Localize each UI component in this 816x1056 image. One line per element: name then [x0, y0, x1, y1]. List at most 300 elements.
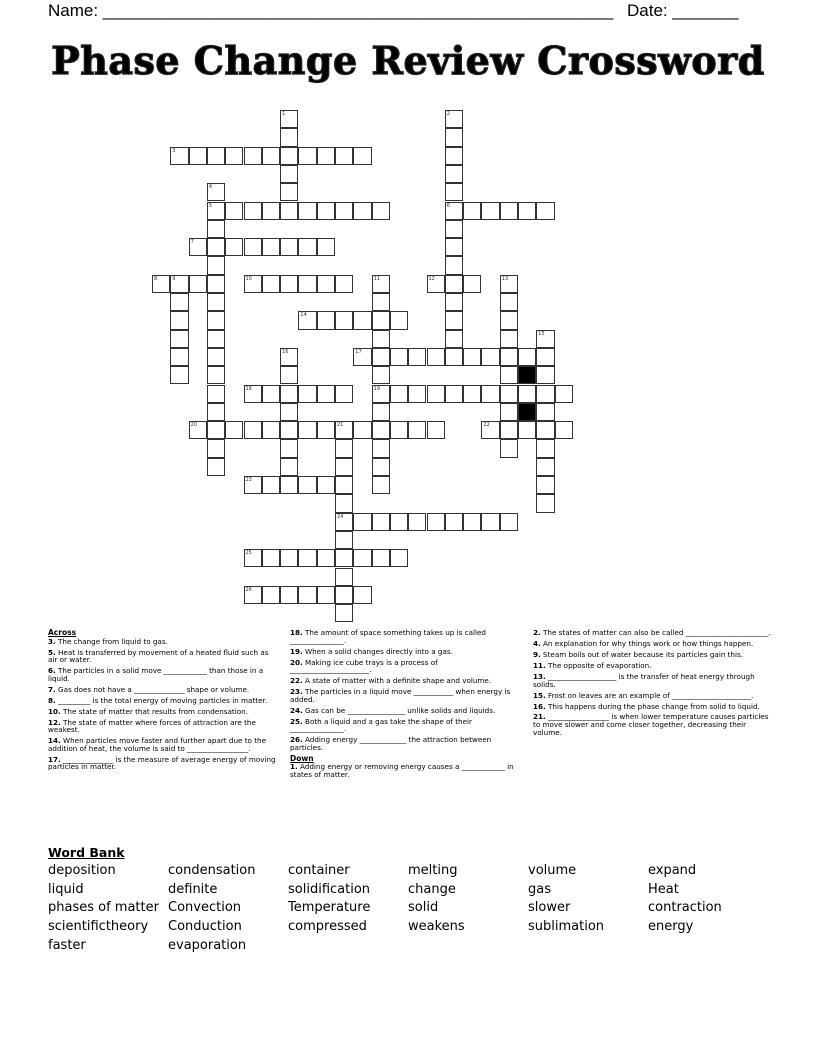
clue [48, 686, 278, 694]
grid-cell[interactable] [207, 458, 225, 476]
grid-cell[interactable] [335, 531, 353, 549]
word-bank-word: change [408, 881, 456, 897]
grid-cell[interactable] [262, 275, 280, 293]
grid-cell[interactable] [445, 165, 463, 183]
clue-text: The particles in a liquid move ___________ when energy is added. [290, 687, 511, 704]
grid-cell[interactable] [189, 147, 207, 165]
grid-cell[interactable] [445, 256, 463, 274]
grid-cell[interactable] [244, 586, 262, 604]
clue-text: ___________________ is the transfer of heat energy through solids. [533, 671, 755, 689]
grid-cell[interactable] [445, 128, 463, 146]
grid-cell[interactable] [335, 513, 353, 531]
clue-text: The state of matter where forces of attraction are the weakest. [48, 717, 256, 735]
clue-number: 8. [48, 695, 56, 705]
grid-cell[interactable] [463, 385, 481, 403]
grid-cell[interactable] [170, 293, 188, 311]
clue [48, 697, 278, 705]
clue [533, 703, 773, 711]
clue-number: 17. [48, 754, 61, 764]
grid-cell[interactable] [317, 202, 335, 220]
grid-cell[interactable] [335, 458, 353, 476]
grid-cell[interactable] [408, 348, 426, 366]
grid-cell[interactable] [170, 147, 188, 165]
grid-cell[interactable] [280, 458, 298, 476]
grid-cell[interactable] [481, 421, 499, 439]
grid-cell[interactable] [244, 476, 262, 494]
word-bank-word: gas [528, 881, 551, 897]
grid-cell[interactable] [536, 494, 554, 512]
clue-text: Both a liquid and a gas take the shape of their _______________. [290, 716, 472, 734]
grid-cell[interactable] [262, 202, 280, 220]
clue-text: The state of matter that results from condensation. [60, 706, 248, 716]
grid-cell[interactable] [445, 238, 463, 256]
grid-cell[interactable] [372, 275, 390, 293]
grid-cell[interactable] [372, 439, 390, 457]
grid-cell[interactable] [372, 403, 390, 421]
grid-cell[interactable] [280, 439, 298, 457]
down-heading: Down [290, 753, 314, 763]
grid-cell[interactable] [317, 311, 335, 329]
grid-cell[interactable] [390, 513, 408, 531]
clue-number: 20. [290, 657, 303, 667]
grid-cell[interactable] [207, 293, 225, 311]
grid-cell[interactable] [317, 476, 335, 494]
grid-cell[interactable] [207, 311, 225, 329]
grid-cell[interactable] [536, 348, 554, 366]
grid-cell[interactable] [427, 385, 445, 403]
grid-cell[interactable] [372, 385, 390, 403]
grid-cell[interactable] [335, 494, 353, 512]
grid-cell[interactable] [244, 275, 262, 293]
grid-cell[interactable] [225, 202, 243, 220]
clue-number: 3 [172, 147, 176, 154]
clue-number: 11 [373, 275, 380, 282]
grid-cell[interactable] [170, 330, 188, 348]
grid-cell[interactable] [335, 604, 353, 622]
title-text: Phase Change Review Crossword [51, 38, 765, 83]
grid-cell[interactable] [207, 385, 225, 403]
grid-cell[interactable] [262, 549, 280, 567]
grid-cell[interactable] [280, 165, 298, 183]
grid-cell[interactable] [445, 348, 463, 366]
clue [48, 719, 278, 734]
grid-cell[interactable] [518, 385, 536, 403]
clue-number: 22. [290, 676, 303, 686]
grid-cell[interactable] [207, 220, 225, 238]
grid-cell[interactable] [372, 366, 390, 384]
clue [48, 649, 278, 664]
grid-cell[interactable] [518, 421, 536, 439]
grid-cell[interactable] [225, 421, 243, 439]
word-bank-word: solid [408, 900, 439, 916]
grid-cell[interactable] [500, 421, 518, 439]
clue-number: 11. [533, 660, 546, 670]
word-bank-column [168, 862, 255, 956]
grid-cell[interactable] [207, 330, 225, 348]
clue-number: 26. [290, 735, 303, 745]
grid-cell[interactable] [335, 476, 353, 494]
grid-cell[interactable] [353, 421, 371, 439]
grid-cell[interactable] [500, 202, 518, 220]
grid-cell[interactable] [372, 513, 390, 531]
grid-cell[interactable] [244, 549, 262, 567]
grid-cell[interactable] [427, 421, 445, 439]
grid-cell[interactable] [335, 275, 353, 293]
clue-number: 5. [48, 647, 56, 657]
clue-number: 26 [245, 586, 252, 593]
down-clues-list-cont [533, 629, 773, 736]
grid-cell[interactable] [317, 147, 335, 165]
grid-cell[interactable] [445, 220, 463, 238]
grid-cell[interactable] [500, 275, 518, 293]
clue-number: 18. [290, 628, 303, 637]
grid-cell[interactable] [463, 348, 481, 366]
grid-cell[interactable] [463, 513, 481, 531]
word-bank-word: faster [48, 937, 86, 953]
clue-number: 6 [446, 202, 450, 209]
clue-number: 14. [48, 736, 61, 746]
clue-text: Making ice cube trays is a process of ______________________. [290, 657, 438, 675]
grid-cell[interactable] [244, 147, 262, 165]
grid-cell[interactable] [280, 147, 298, 165]
clue-number: 18 [245, 385, 252, 392]
grid-cell[interactable] [536, 330, 554, 348]
grid-cell[interactable] [390, 421, 408, 439]
clue-text: Steam boils out of water because its particles gain this. [540, 649, 744, 659]
grid-cell[interactable] [500, 439, 518, 457]
clue-number: 2. [533, 628, 541, 637]
date-field[interactable]: Date: _______ [627, 1, 739, 20]
grid-cell[interactable] [244, 238, 262, 256]
grid-cell[interactable] [353, 549, 371, 567]
grid-cell[interactable] [408, 513, 426, 531]
grid-cell[interactable] [280, 549, 298, 567]
clue [533, 692, 773, 700]
clue-number: 6. [48, 666, 56, 676]
clue-text: ______________ is the measure of average energy of moving particles in matter. [48, 754, 276, 772]
grid-cell[interactable] [207, 256, 225, 274]
grid-cell[interactable] [298, 385, 316, 403]
clue-number: 1 [282, 111, 286, 117]
grid-cell[interactable] [536, 476, 554, 494]
grid-cell[interactable] [280, 238, 298, 256]
grid-cell[interactable] [390, 385, 408, 403]
grid-cell[interactable] [445, 147, 463, 165]
grid-cell[interactable] [536, 421, 554, 439]
grid-cell[interactable] [408, 421, 426, 439]
grid-cell[interactable] [298, 202, 316, 220]
clue-number: 21 [337, 422, 344, 429]
grid-cell[interactable] [298, 549, 316, 567]
grid-cell[interactable] [317, 421, 335, 439]
grid-cell[interactable] [335, 586, 353, 604]
grid-cell[interactable] [280, 421, 298, 439]
across-clues-list [48, 638, 278, 771]
clue-number: 21. [533, 712, 546, 722]
grid-cell[interactable] [500, 348, 518, 366]
clue-number: 7. [48, 684, 56, 694]
grid-cell[interactable] [445, 385, 463, 403]
grid-cell[interactable] [298, 238, 316, 256]
grid-cell[interactable] [390, 549, 408, 567]
grid-cell[interactable] [335, 202, 353, 220]
word-bank-word: Temperature [288, 900, 371, 916]
grid-cell[interactable] [372, 476, 390, 494]
grid-cell[interactable] [536, 202, 554, 220]
grid-cell[interactable] [170, 366, 188, 384]
grid-cell[interactable] [445, 513, 463, 531]
clue-number: 2 [446, 111, 450, 117]
grid-cell[interactable] [481, 513, 499, 531]
grid-cell[interactable] [262, 421, 280, 439]
grid-cell[interactable] [317, 238, 335, 256]
grid-cell[interactable] [298, 476, 316, 494]
grid-cell[interactable] [244, 421, 262, 439]
black-cell [518, 366, 536, 384]
grid-cell[interactable] [372, 330, 390, 348]
grid-cell[interactable] [207, 202, 225, 220]
grid-cell[interactable] [481, 385, 499, 403]
clue-number: 14 [300, 312, 307, 319]
grid-cell[interactable] [427, 513, 445, 531]
grid-cell[interactable] [207, 403, 225, 421]
grid-cell[interactable] [500, 513, 518, 531]
grid-cell[interactable] [280, 476, 298, 494]
clue-number: 9. [533, 649, 541, 659]
grid-cell[interactable] [207, 366, 225, 384]
grid-cell[interactable] [353, 311, 371, 329]
grid-cell[interactable] [207, 147, 225, 165]
clue-number: 17 [355, 348, 362, 355]
clue-number: 15 [538, 330, 545, 337]
clue [533, 662, 773, 670]
clue [48, 667, 278, 682]
clue-text: The particles in a solid move ____________ than those in a liquid. [48, 666, 264, 683]
clue-text: Frost on leaves are an example of ______________________. [545, 690, 754, 700]
grid-cell[interactable] [335, 549, 353, 567]
name-field[interactable]: Name: ______________________________________________________ [48, 1, 614, 20]
grid-cell[interactable] [317, 275, 335, 293]
grid-cell[interactable] [500, 385, 518, 403]
grid-cell[interactable] [170, 311, 188, 329]
grid-cell[interactable] [298, 586, 316, 604]
grid-cell[interactable] [280, 403, 298, 421]
grid-cell[interactable] [280, 275, 298, 293]
grid-cell[interactable] [500, 311, 518, 329]
grid-cell[interactable] [408, 385, 426, 403]
word-bank-word: Convection [168, 900, 242, 916]
clue-number: 23. [290, 687, 303, 697]
word-bank-word: energy [648, 919, 694, 935]
grid-cell[interactable] [189, 238, 207, 256]
grid-cell[interactable] [353, 147, 371, 165]
grid-cell[interactable] [262, 586, 280, 604]
grid-cell[interactable] [427, 275, 445, 293]
grid-cell[interactable] [317, 549, 335, 567]
clue-text: Heat is transferred by movement of a heated fluid such as air or water. [48, 647, 269, 665]
clue [533, 640, 773, 648]
grid-cell[interactable] [170, 348, 188, 366]
grid-cell[interactable] [536, 403, 554, 421]
word-bank-word: weakens [408, 919, 465, 935]
clue-number: 13 [501, 275, 509, 282]
grid-cell[interactable] [244, 385, 262, 403]
grid-cell[interactable] [445, 330, 463, 348]
grid-cell[interactable] [298, 147, 316, 165]
grid-cell[interactable] [225, 238, 243, 256]
grid-cell[interactable] [335, 421, 353, 439]
grid-cell[interactable] [335, 311, 353, 329]
grid-cell[interactable] [262, 238, 280, 256]
grid-cell[interactable] [372, 348, 390, 366]
grid-cell[interactable] [390, 311, 408, 329]
clue-number: 19 [373, 385, 380, 392]
grid-cell[interactable] [298, 311, 316, 329]
grid-cell[interactable] [225, 147, 243, 165]
grid-cell[interactable] [555, 421, 573, 439]
grid-cell[interactable] [170, 275, 188, 293]
grid-cell[interactable] [518, 348, 536, 366]
grid-cell[interactable] [445, 183, 463, 201]
grid-cell[interactable] [207, 183, 225, 201]
grid-cell[interactable] [445, 293, 463, 311]
grid-cell[interactable] [189, 275, 207, 293]
grid-cell[interactable] [335, 385, 353, 403]
clues-col-1 [48, 629, 278, 774]
word-bank-word: sublimation [528, 919, 605, 935]
word-bank-word: contraction [648, 900, 722, 916]
grid-cell[interactable] [481, 202, 499, 220]
grid-cell[interactable] [207, 238, 225, 256]
grid-cell[interactable] [372, 421, 390, 439]
word-bank-word: evaporation [168, 937, 247, 953]
grid-cell[interactable] [463, 275, 481, 293]
clue-number: 10 [245, 275, 252, 282]
word-bank-column [288, 862, 370, 937]
grid-cell[interactable] [536, 385, 554, 403]
grid-cell[interactable] [280, 128, 298, 146]
word-bank-word: condensation [168, 863, 256, 878]
grid-cell[interactable] [353, 348, 371, 366]
clue [48, 737, 278, 752]
grid-cell[interactable] [372, 293, 390, 311]
grid-cell[interactable] [372, 458, 390, 476]
grid-cell[interactable] [262, 476, 280, 494]
clue [48, 756, 278, 771]
grid-cell[interactable] [555, 385, 573, 403]
grid-cell[interactable] [481, 348, 499, 366]
clue-number: 4. [533, 638, 541, 648]
grid-cell[interactable] [353, 586, 371, 604]
clue-text: When a solid changes directly into a gas. [302, 646, 453, 656]
grid-cell[interactable] [280, 586, 298, 604]
grid-cell[interactable] [500, 293, 518, 311]
grid-cell[interactable] [244, 202, 262, 220]
clue [290, 629, 518, 644]
grid-cell[interactable] [445, 311, 463, 329]
grid-cell[interactable] [280, 385, 298, 403]
grid-cell[interactable] [372, 549, 390, 567]
clue [290, 736, 518, 751]
grid-cell[interactable] [298, 421, 316, 439]
grid-cell[interactable] [207, 348, 225, 366]
grid-cell[interactable] [353, 513, 371, 531]
grid-cell[interactable] [262, 147, 280, 165]
grid-cell[interactable] [317, 385, 335, 403]
clue-number: 25 [245, 550, 252, 557]
grid-cell[interactable] [280, 110, 298, 128]
clue-text: Adding energy or removing energy causes a ____________ in states of matter. [290, 762, 514, 780]
clue-text: This happens during the phase change from solid to liquid. [545, 701, 760, 711]
grid-cell[interactable] [427, 348, 445, 366]
grid-cell[interactable] [298, 275, 316, 293]
grid-cell[interactable] [500, 330, 518, 348]
grid-cell[interactable] [280, 183, 298, 201]
clue-number: 3. [48, 636, 56, 646]
grid-cell[interactable] [280, 366, 298, 384]
grid-cell[interactable] [372, 311, 390, 329]
grid-cell[interactable] [317, 586, 335, 604]
grid-cell[interactable] [335, 568, 353, 586]
down-clues-list [290, 763, 518, 778]
grid-cell[interactable] [445, 110, 463, 128]
word-bank-word: solidification [288, 881, 371, 897]
grid-cell[interactable] [280, 348, 298, 366]
grid-cell[interactable] [207, 439, 225, 457]
grid-cell[interactable] [207, 275, 225, 293]
word-bank-word: deposition [48, 863, 116, 878]
clue [533, 713, 773, 736]
grid-cell[interactable] [500, 403, 518, 421]
grid-cell[interactable] [152, 275, 170, 293]
clue-text: The amount of space something takes up is called _______________. [290, 628, 486, 645]
grid-cell[interactable] [280, 202, 298, 220]
grid-cell[interactable] [463, 202, 481, 220]
grid-cell[interactable] [536, 439, 554, 457]
clue-text: _________ is the total energy of moving particles in matter. [55, 695, 268, 705]
clue [290, 763, 518, 778]
grid-cell[interactable] [335, 439, 353, 457]
clue-number: 10. [48, 706, 61, 716]
clue-number: 25. [290, 716, 303, 726]
clue-number: 24 [337, 513, 344, 520]
word-bank-word: phases of matter [48, 900, 159, 916]
grid-cell[interactable] [189, 421, 207, 439]
grid-cell[interactable] [518, 202, 536, 220]
grid-cell[interactable] [500, 366, 518, 384]
across-heading: Across [48, 628, 77, 637]
grid-cell[interactable] [445, 275, 463, 293]
grid-cell[interactable] [262, 385, 280, 403]
word-bank-column [648, 862, 722, 937]
grid-cell[interactable] [335, 147, 353, 165]
grid-cell[interactable] [536, 458, 554, 476]
word-bank-title: Word Bank [48, 845, 125, 860]
word-bank-word: volume [528, 863, 577, 878]
grid-cell[interactable] [390, 348, 408, 366]
grid-cell[interactable] [207, 421, 225, 439]
grid-cell[interactable] [536, 366, 554, 384]
clue-text: _________________ is when lower temperature causes particles to move slower and come closer together, decreasing their volume. [533, 712, 769, 737]
clue-number: 1. [290, 762, 298, 772]
grid-cell[interactable] [353, 202, 371, 220]
clue-text: Gas can be ________________ unlike solids and liquids. [302, 705, 496, 715]
clue-number: 9 [172, 275, 176, 282]
clue [48, 708, 278, 716]
clue [290, 659, 518, 674]
grid-cell[interactable] [445, 202, 463, 220]
grid-cell[interactable] [372, 202, 390, 220]
